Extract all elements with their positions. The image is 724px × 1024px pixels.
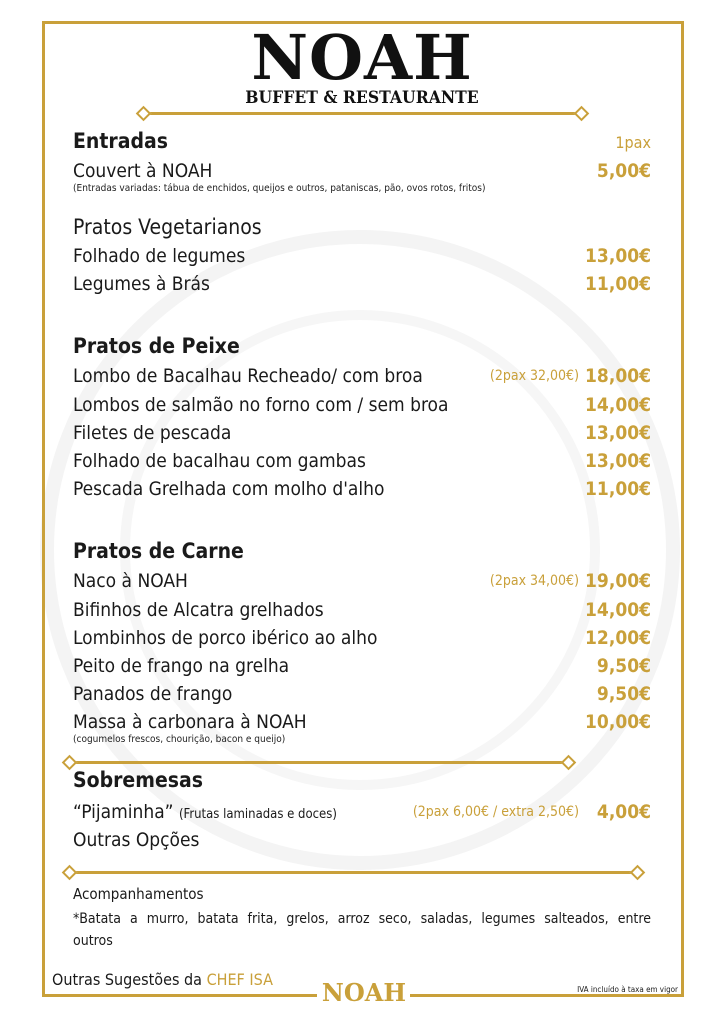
menu-item — [73, 420, 651, 446]
menu-item — [73, 271, 651, 297]
item-name: Naco à NOAH — [73, 570, 188, 592]
item-note: (2pax 32,00€) — [489, 368, 579, 384]
item-name: Couvert à NOAH — [73, 160, 213, 182]
item-description: (cogumelos frescos, chourição, bacon e queijo) — [73, 734, 286, 745]
item-name: Legumes à Brás — [73, 273, 210, 295]
section-heading-carne: Pratos de Carne — [73, 539, 244, 563]
item-name: Folhado de bacalhau com gambas — [73, 450, 366, 472]
suggestions-label: Outras Sugestões da — [52, 970, 207, 989]
item-price: 9,50€ — [596, 655, 651, 677]
menu-item — [73, 476, 651, 502]
restaurant-name: NOAH — [251, 21, 473, 94]
section-heading-sobremesas: Sobremesas — [73, 768, 203, 792]
unit-label-row — [73, 130, 651, 156]
item-detail: (Frutas laminadas e doces) — [178, 807, 337, 822]
section-heading-vegetarianos: Pratos Vegetarianos — [73, 215, 262, 239]
restaurant-subtitle: BUFFET & RESTAURANTE — [245, 88, 479, 108]
menu-item — [73, 597, 651, 623]
item-name: Massa à carbonara à NOAH — [73, 711, 307, 733]
item-price: 12,00€ — [585, 627, 651, 649]
item-name: Folhado de legumes — [73, 245, 246, 267]
item-price: 5,00€ — [596, 160, 651, 182]
item-price: 14,00€ — [585, 394, 651, 416]
acompanhamentos-heading: Acompanhamentos — [73, 885, 204, 903]
item-name: Panados de frango — [73, 683, 233, 705]
item-name: Pescada Grelhada com molho d'alho — [73, 478, 385, 500]
item-price: 14,00€ — [585, 599, 651, 621]
menu-item — [73, 709, 651, 735]
menu-item — [73, 363, 651, 389]
border-bottom-left — [42, 994, 317, 997]
item-name: Lombinhos de porco ibérico ao alho — [73, 627, 378, 649]
acompanhamentos-text: *Batata a murro, batata frita, grelos, arroz seco, saladas, legumes salteados, entre outros — [73, 911, 651, 949]
section-heading-entradas: Entradas — [73, 129, 168, 153]
menu-item — [73, 448, 651, 474]
item-price: 10,00€ — [585, 711, 651, 733]
item-price: 13,00€ — [585, 422, 651, 444]
section-heading-peixe: Pratos de Peixe — [73, 334, 240, 358]
item-price: 4,00€ — [596, 801, 651, 823]
item-price: 18,00€ — [585, 365, 651, 387]
menu-item — [73, 243, 651, 269]
item-name: Lombos de salmão no forno com / sem broa — [73, 394, 449, 416]
item-price: 9,50€ — [596, 683, 651, 705]
item-name: Bifinhos de Alcatra grelhados — [73, 599, 324, 621]
menu-item — [73, 827, 651, 853]
unit-label: 1pax — [615, 133, 651, 152]
item-price: 19,00€ — [585, 570, 651, 592]
vat-notice: IVA incluído à taxa em vigor — [577, 985, 678, 994]
item-name: Filetes de pescada — [73, 422, 232, 444]
item-description: (Entradas variadas: tábua de enchidos, queijos e outros, pataniscas, pão, ovos rotos, fritos) — [73, 183, 486, 194]
menu-item — [73, 158, 651, 184]
item-name: Outras Opções — [73, 829, 200, 851]
item-note: (2pax 6,00€ / extra 2,50€) — [412, 804, 579, 820]
item-price: 11,00€ — [585, 478, 651, 500]
menu-item — [73, 799, 651, 825]
menu-item — [73, 681, 651, 707]
item-note: (2pax 34,00€) — [489, 573, 579, 589]
divider — [143, 112, 581, 115]
menu-item — [73, 568, 651, 594]
footer-logo: NOAH — [321, 978, 407, 1007]
item-name: “Pijaminha” — [73, 801, 174, 823]
border-bottom-right — [410, 994, 681, 997]
item-price: 13,00€ — [585, 450, 651, 472]
divider — [69, 871, 637, 874]
menu-item — [73, 653, 651, 679]
item-name: Lombo de Bacalhau Recheado/ com broa — [73, 365, 423, 387]
item-price: 11,00€ — [585, 273, 651, 295]
menu-item — [73, 392, 651, 418]
chef-name: CHEF ISA — [206, 970, 273, 989]
item-price: 13,00€ — [585, 245, 651, 267]
item-name: Peito de frango na grelha — [73, 655, 290, 677]
chef-suggestions — [52, 970, 273, 989]
menu-item — [73, 625, 651, 651]
divider — [69, 761, 568, 764]
